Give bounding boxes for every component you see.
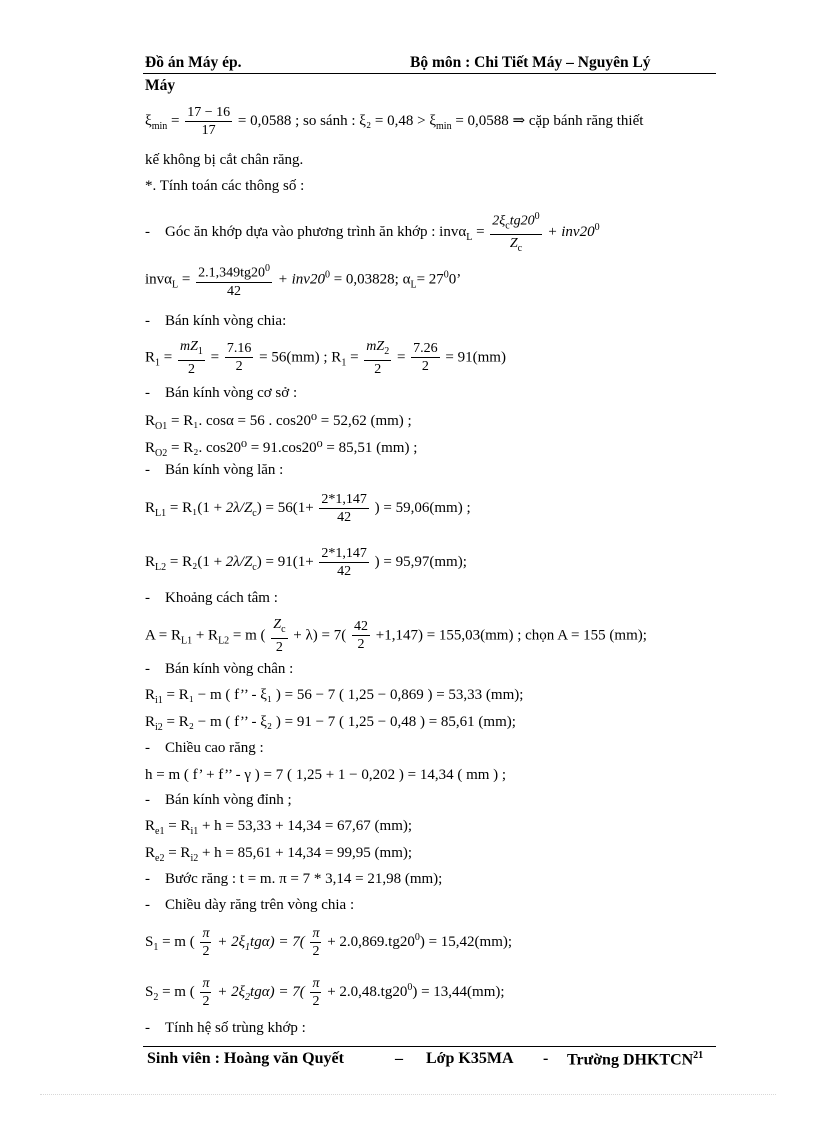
footer-dash-1: – [395,1050,403,1067]
base-line-1: $R_{O1} = R_1$. cosα = 56 . cos20⁰ = 52,62 (mm) ; [145,413,412,432]
tip-line-1: $R_{e1} = R_{i1} + h = 53,33 + 14,34 = 67,67$ (mm); [145,818,413,837]
xi-min-line: $\xi_{min}$ = $\frac{17 - 16}{17}$ = 0,0588 ; so sánh : $\xi_2 = 0,48 > \xi_{min} = 0,0588$ ⇒ cặp bánh răng thiết [145,105,644,138]
center-line: $A = R_{L1} + R_{L2} = m$ ( $\frac{Z_c}{2}$ + λ) = 7( $\frac{42}{2}$ +1,147) = 155,03(mm) ; chọn A = 155 (mm); [145,617,647,655]
footer-class: Lớp K35MA [426,1050,514,1067]
footer-dash-2: - [543,1050,549,1067]
angle-line: - Góc ăn khớp dựa vào phương trình ăn khớp : invα$_L$ = $\frac{2\xi_ctg20^0}{Z_c}$ + $inv20^0$ [145,208,600,257]
page-bottom-border [40,1094,776,1095]
root-line-1: $R_{i1} = R_1 - m$ ( f’’ - ξ₁ ) = 56 − 7 ( 1,25 − 0,869 ) = 53,33 (mm); [145,687,524,706]
roll-title: - Bán kính vòng lăn : [145,462,284,478]
tip-title: - Bán kính vòng đỉnh ; [145,792,292,808]
thickness-s2-line: $S_2 = m$ ( $\frac{\pi}{2}$ + $2\xi_2tg\alpha) = 7$( $\frac{\pi}{2}$ + $2.0,48.tg20^0) = 13,44(mm)$; [145,976,505,1009]
height-title: - Chiều cao răng : [145,740,264,756]
footer-student: Sinh viên : Hoàng văn Quyết [147,1050,344,1067]
pitch-line: $R_1$ = $\frac{mZ_1}{2}$ = $\frac{7.16}{2}$ = 56(mm) ; $R_1$ = $\frac{mZ_2}{2}$ = $\frac{7.26}{2}$ = 91(mm) [145,339,506,377]
roll-line-1: $R_{L1} = R_1(1 + 2\lambda/Z_c) = 56(1+$ $\frac{2*1,147}{42}$ ) = 59,06(mm) ; [145,492,471,525]
footer-school: Trường DHKTCN$^{21}$ [567,1050,704,1069]
footer-rule [143,1046,716,1047]
height-line: h = m ( f’ + f’’ - γ ) = 7 ( 1,25 + 1 − 0,202 ) = 14,34 ( mm ) ; [145,767,507,783]
params-heading: *. Tính toán các thông số : [145,178,305,194]
step-line: - Bước răng : t = m. π = 7 * 3,14 = 21,98 (mm); [145,871,443,887]
tip-line-2: $R_{e2} = R_{i2} + h = 85,61 + 14,34 = 99,95$ (mm); [145,845,413,864]
base-title: - Bán kính vòng cơ sở : [145,385,298,401]
header-rule [143,73,716,74]
header-left: Đồ án Máy ép. [145,54,242,71]
header-right: Bộ môn : Chi Tiết Máy – Nguyên Lý [410,54,651,71]
overlap-title: - Tính hệ số trùng khớp : [145,1020,306,1036]
center-title: - Khoảng cách tâm : [145,590,278,606]
thickness-s1-line: $S_1 = m$ ( $\frac{\pi}{2}$ + $2\xi_1tg\alpha) = 7$( $\frac{\pi}{2}$ + $2.0,869.tg20^0) = 15,42(mm)$; [145,926,513,959]
root-title: - Bán kính vòng chân : [145,661,294,677]
root-line-2: $R_{i2} = R_2 - m$ ( f’’ - ξ₂ ) = 91 − 7 ( 1,25 − 0,48 ) = 85,61 (mm); [145,714,516,733]
roll-line-2: $R_{L2} = R_2(1 + 2\lambda/Z_c) = 91(1+$ $\frac{2*1,147}{42}$ ) = 95,97(mm); [145,546,467,579]
page-number: 21 [693,1050,704,1061]
inv-line: invα$_L$ = $\frac{2.1,349tg20^0}{42}$ + $inv20^0 = 0,03828$; $\alpha_L= 27^00$’ [145,260,461,300]
pitch-title: - Bán kính vòng chia: [145,313,287,329]
base-line-2: $R_{O2} = R_2$. cos20⁰ = 91.cos20⁰ = 85,51 (mm) ; [145,440,418,459]
thickness-title: - Chiều dày răng trên vòng chia : [145,897,355,913]
conclusion-text: kế không bị cắt chân răng. [145,152,304,168]
header-continued: Máy [145,77,176,94]
